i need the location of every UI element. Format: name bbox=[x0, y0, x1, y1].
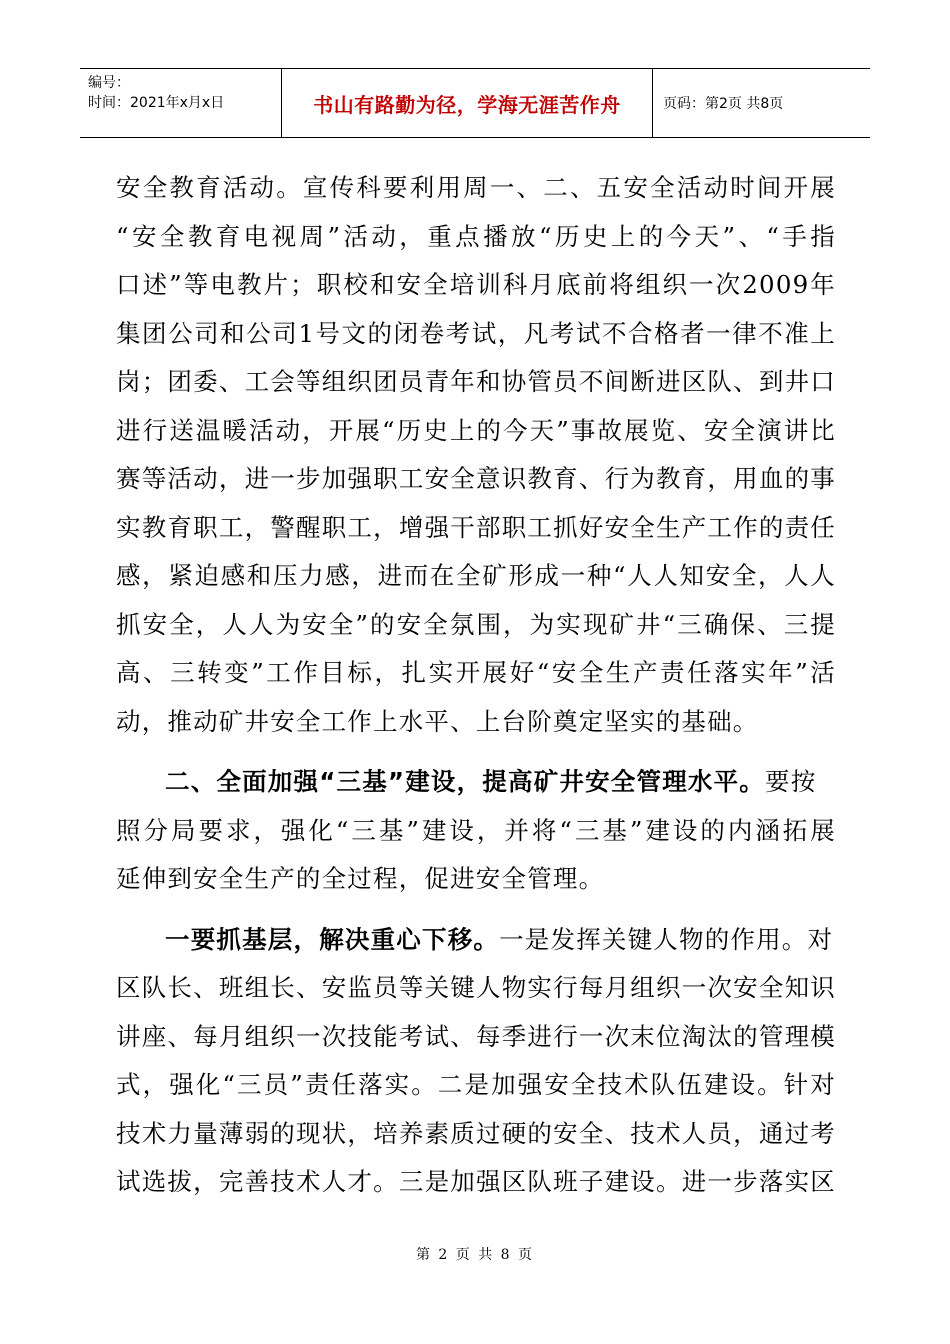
body-line: 区队长、班组长、安监员等关键人物实行每月组织一次安全知识 bbox=[116, 973, 836, 1002]
body-line: 集团公司和公司1号文的闭卷考试，凡考试不合格者一律不准上 bbox=[116, 318, 836, 348]
time-label: 时间：2021年x月x日 bbox=[88, 95, 225, 111]
header-motto: 书山有路勤为径，学海无涯苦作舟 bbox=[282, 69, 653, 137]
body-line: 技术力量薄弱的现状，培养素质过硬的安全、技术人员，通过考 bbox=[116, 1118, 836, 1148]
body-line: 动，推动矿井安全工作上水平、上台阶奠定坚实的基础。 bbox=[116, 706, 759, 736]
body-line: 延伸到安全生产的全过程，促进安全管理。 bbox=[116, 864, 605, 893]
body-line: “安全教育电视周”活动，重点播放“历史上的今天”、“手指 bbox=[116, 221, 836, 251]
section-heading-line bbox=[116, 916, 836, 965]
body-line: 赛等活动，进一步加强职工安全意识教育、行为教育，用血的事 bbox=[116, 464, 836, 493]
header-page-label: 页码：第2页 共8页 bbox=[663, 96, 784, 112]
page-footer: 第 2 页 共 8 页 bbox=[415, 1247, 535, 1263]
section-heading-line bbox=[116, 758, 836, 807]
body-line: 式，强化“三员”责任落实。二是加强安全技术队伍建设。针对 bbox=[116, 1070, 836, 1099]
header-meta bbox=[80, 69, 282, 137]
section3-lead: 一是发挥关键人物的作用。对 bbox=[499, 924, 834, 954]
section2-heading: 二、全面加强“三基”建设，提高矿井安全管理水平。 bbox=[165, 767, 766, 796]
body-line: 实教育职工，警醒职工，增强干部职工抓好安全生产工作的责任 bbox=[116, 512, 836, 542]
body-line: 高、三转变”工作目标，扎实开展好“安全生产责任落实年”活 bbox=[116, 658, 836, 687]
section2-lead: 要按 bbox=[765, 767, 817, 796]
body-line: 讲座、每月组织一次技能考试、每季进行一次末位淘汰的管理模 bbox=[116, 1021, 836, 1051]
body-line: 进行送温暖活动，开展“历史上的今天”事故展览、安全演讲比 bbox=[116, 415, 836, 445]
body-line: 感，紧迫感和压力感，进而在全矿形成一种“人人知安全，人人 bbox=[116, 561, 836, 590]
body-line: 口述”等电教片；职校和安全培训科月底前将组织一次2009年 bbox=[116, 270, 836, 299]
document-body bbox=[116, 164, 836, 1207]
number-label: 编号： bbox=[88, 75, 130, 91]
body-line: 照分局要求，强化“三基”建设，并将“三基”建设的内涵拓展 bbox=[116, 815, 836, 845]
body-line: 安全教育活动。宣传科要利用周一、二、五安全活动时间开展 bbox=[116, 173, 836, 202]
body-line: 抓安全，人人为安全”的安全氛围，为实现矿井“三确保、三提 bbox=[116, 609, 836, 639]
section3-heading: 一要抓基层，解决重心下移。 bbox=[165, 924, 500, 954]
body-line: 试选拔，完善技术人才。三是加强区队班子建设。进一步落实区 bbox=[116, 1167, 836, 1196]
document-header bbox=[80, 68, 870, 138]
body-line: 岗；团委、工会等组织团员青年和协管员不间断进区队、到井口 bbox=[116, 367, 836, 396]
